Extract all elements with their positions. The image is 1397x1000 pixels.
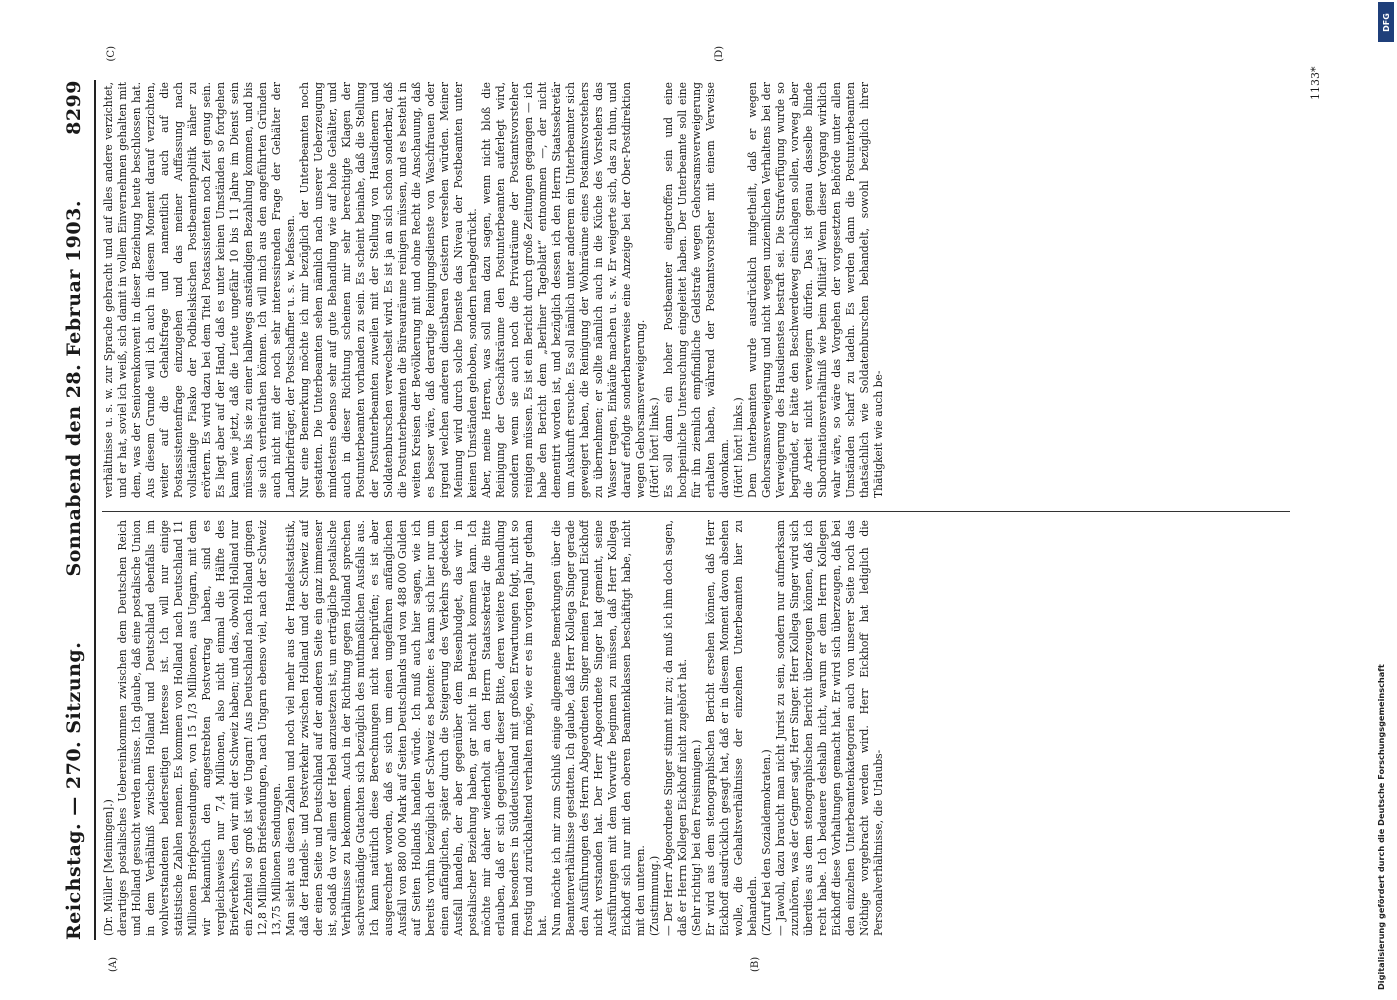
- header-left: Reichstag. — 270. Sitzung.: [63, 641, 85, 940]
- margin-marker-c: (C): [106, 46, 117, 62]
- margin-marker-a: (A): [108, 956, 119, 972]
- header-rule: [94, 80, 96, 940]
- text-column-right: verhältnisse u. s. w. zur Sprache gebracht und auf alles andere verzichtet, und er hat, soviel ich weiß, sich damit in vollem Einvernehmen gehalten mit dem, was der Seniorenkonvent in dieser Beziehung heute beschlossen hat. Aus diesem Grunde will ich auch in diesem Moment darauf verzichten, weiter auf die Gehaltsfrage und namentlich auch auf die Postassistentenfrage einzugehen und das meiner Auffassung nach vollständige Fiasko der Podbielskischen Postbeamtenpolitik näher zu erörtern. Es wird dazu bei dem Titel Postassistenten noch Zeit genug sein. Es liegt aber auf der Hand, daß es unter keinen Umständen so fortgehen kann wie jetzt, daß die Leute ungefähr 10 bis 11 Jahre im Dienst sein müssen, bis sie zu einer halbwegs anständigen Bezahlung kommen, und bis sie sich verheirathen können. Ich will mich aus den angeführten Gründen auch nicht mit der noch sehr interessirenden Frage der Gehälter der Landbriefträger, der Postschaffner u. s. w. befassen. Nur eine Bemerkung möchte ich mir bezüglich der Unterbeamten noch gestatten. Die Unterbeamten sehen nämlich nach unserer Ueberzeugung mindestens ebenso sehr auf gute Behandlung wie auf hohe Gehälter, und auch in dieser Richtung scheinen mir sehr berechtigte Klagen der Postunterbeamten vorhanden zu sein. Es scheint beinahe, daß die Stellung der Postunterbeamten zuweilen mit der Stellung von Hausdienern und Soldatenburschen verwechselt wird. Es ist ja an sich schon sonderbar, daß die Postunterbeamten die Büreauräume reinigen müssen, und es besteht in weiten Kreisen der Bevölkerung mit und ohne Recht die Anschauung, daß es besser wäre, daß derartige Reinigungsdienste von Waschfrauen oder irgend welchen anderen dienstbaren Geistern versehen würden. Meiner Meinung wird durch solche Dienste das Niveau der Postbeamten unter keinen Umständen gehoben, sondern herabgedrückt. Aber, meine Herren, was soll man dazu sagen, wenn nicht bloß die Reinigung der Geschäftsräume den Postunterbeamten auferlegt wird, sondern wenn sie auch noch die Privaträume der Postamtsvorsteher reinigen müssen. Es ist ein Bericht durch große Zeitungen gegangen — ich habe den Bericht dem „Berliner Tageblatt“ entnommen —, der nicht dementirt worden ist, und bezüglich dessen ich den Herrn Staatssekretär um Auskunft ersuche. Es soll nämlich unter anderem ein Unterbeamter sich geweigert haben, die Reinigung der Wohnräume eines Postamtsvorstehers zu übernehmen; er sollte nämlich auch in die Küche des Vorstehers das Wasser tragen, Einkäufe machen u. s. w. Er weigerte sich, das zu thun, und darauf erfolgte sonderbarerweise eine Anzeige bei der Ober-Postdirektion wegen Gehorsamsverweigerung. (Hört! hört! links.) Es soll dann ein hoher Postbeamter eingetroffen sein und eine hochpeinliche Untersuchung eingeleitet haben. Der Unterbeamte soll eine für ihn ziemlich empfindliche Geldstrafe wegen Gehorsamsverweigerung erhalten haben, während der Postamtsvorsteher mit einem Verweise davonkam. (Hört! hört! links.) Dem Unterbeamten wurde ausdrücklich mitgetheilt, daß er wegen Gehorsamsverweigerung und nicht wegen unziemlichen Verhaltens bei der Verweigerung des Hausdienstes bestraft sei. Die Strafverfügung wurde so begründet, er hätte den Beschwerdeweg einschlagen sollen, vorweg aber die Arbeit nicht verweigern dürfen. Das ist genau dasselbe blinde Subordinationsverhältniß wie beim Militär! Wenn dieser Vorgang wirklich wahr wäre, so wäre das Vorgehen der vorgesetzten Behörde unter allen Umständen scharf zu tadeln. Es werden dann die Postunterbeamten thatsächlich wie Soldatenburschen behandelt, sowohl bezüglich ihrer Thätigkeit wie auch be-: [102, 82, 885, 498]
- digitization-credit: Digitalisierung gefördert durch die Deutsche Forschungsgemeinschaft: [1376, 664, 1386, 990]
- margin-marker-b: (B): [750, 956, 761, 972]
- column-divider: [102, 511, 1290, 512]
- document-page: [50, 40, 1350, 980]
- page-header: [56, 80, 92, 940]
- dfg-logo-text: DFG: [1381, 12, 1391, 32]
- header-date: Sonnabend den 28. Februar 1903.: [63, 200, 85, 577]
- margin-marker-d: (D): [714, 46, 725, 62]
- text-column-left: (Dr. Müller [Meiningen].) derartiges postalisches Uebereinkommen zwischen dem Deutschen Reich und Holland gesucht werden müsse. Ich glaube, daß eine postalische Union in dem Verhältniß zwischen Holland und Deutschland ebenfalls im wohlverstandenen beiderseitigen Interesse ist. Ich will nur einige statistische Zahlen nennen. Es kommen von Holland nach Deutschland 11 Millionen Briefpostsendungen, von 15 1/3 Millionen, aus Ungarn, mit dem wir bekanntlich den angestrebten Postvertrag haben, sind es vergleichsweise nur 7,4 Millionen, also nicht einmal die Hälfte des Briefverkehrs, den wir mit der Schweiz haben; und das, obwohl Holland nur ein Zehntel so groß ist wie Ungarn! Aus Deutschland nach Holland gingen 12,8 Millionen Briefsendungen, nach Ungarn ebenso viel, nach der Schweiz 13,75 Millionen Sendungen. Man sieht aus diesen Zahlen und noch viel mehr aus der Handelsstatistik, daß der Handels- und Postverkehr zwischen Holland und der Schweiz auf der einen Seite und Deutschland auf der anderen Seite ein ganz immenser ist, sodaß da vor allem der Hebel anzusetzen ist, um erträgliche postalische Verhältnisse zu bekommen. Auch in der Richtung gegen Holland sprechen sachverständige Gutachten sich bezüglich des muthmaßlichen Ausfalls aus. Ich kann natürlich diese Berechnungen nicht nachprüfen; es ist aber ausgerechnet worden, daß es sich um einen ungefähren anfänglichen Ausfall von 880 000 Mark auf Seiten Deutschlands und von 488 000 Gulden auf Seiten Hollands handeln würde. Ich muß auch hier sagen, wie ich bereits vorhin bezüglich der Schweiz es betonte: es kann sich hier nur um einen anfänglichen, später durch die Steigerung des Verkehrs gedeckten Ausfall handeln, der aber gegenüber dem Riesenbudget, das wir in postalischer Beziehung haben, gar nicht in Betracht kommen kann. Ich möchte mir daher wiederholt an den Herrn Staatssekretär die Bitte erlauben, daß er sich gegenüber dieser Bitte, deren weitere Behandlung man besonders in Süddeutschland mit großen Erwartungen folgt, nicht so frostig und zurückhaltend verhalten möge, wie er es im vorigen Jahr gethan hat. Nun möchte ich mir zum Schluß einige allgemeine Bemerkungen über die Beamtenverhältnisse gestatten. Ich glaube, daß Herr Kollega Singer gerade den Ausführungen des Herrn Abgeordneten Singer meinen Freund Eickhoff nicht verstanden hat. Der Herr Abgeordnete Singer hat gemeint, seine Ausführungen mit dem Vorwurfe beginnen zu müssen, daß Herr Kollega Eickhoff sich nur mit den oberen Beamtenklassen beschäftigt habe, nicht mit den unteren. (Zustimmung.) — Der Herr Abgeordnete Singer stimmt mir zu; da muß ich ihm doch sagen, daß er Herrn Kollegen Eickhoff nicht zugehört hat. (Sehr richtig! bei den Freisinnigen.) Er wird aus dem stenographischen Bericht ersehen können, daß Herr Eickhoff ausdrücklich gesagt hat, daß er in diesem Moment davon absehen wolle, die Gehaltsverhältnisse der einzelnen Unterbeamten hier zu behandeln. (Zuruf bei den Sozialdemokraten.) — Jawohl, dazu braucht man nicht Jurist zu sein, sondern nur aufmerksam zuzuhören, was der Gegner sagt, Herr Singer. Herr Kollega Singer wird sich überdies aus dem stenographischen Bericht überzeugen können, daß ich recht habe. Ich bedauere deshalb nicht, warum er dem Herrn Kollegen Eickhoff diese Vorhaltungen gemacht hat. Er wird sich überzeugen, daß bei den einzelnen Unterbeamtenkategorien auch von unserer Seite noch das Nöthige vorgebracht werden wird. Herr Eickhoff hat lediglich die Personalverhältnisse, die Urlaubs-: [102, 520, 885, 936]
- signature-mark: 1133*: [1309, 66, 1322, 100]
- page-number: 8299: [63, 80, 85, 135]
- dfg-logo: [1378, 2, 1394, 42]
